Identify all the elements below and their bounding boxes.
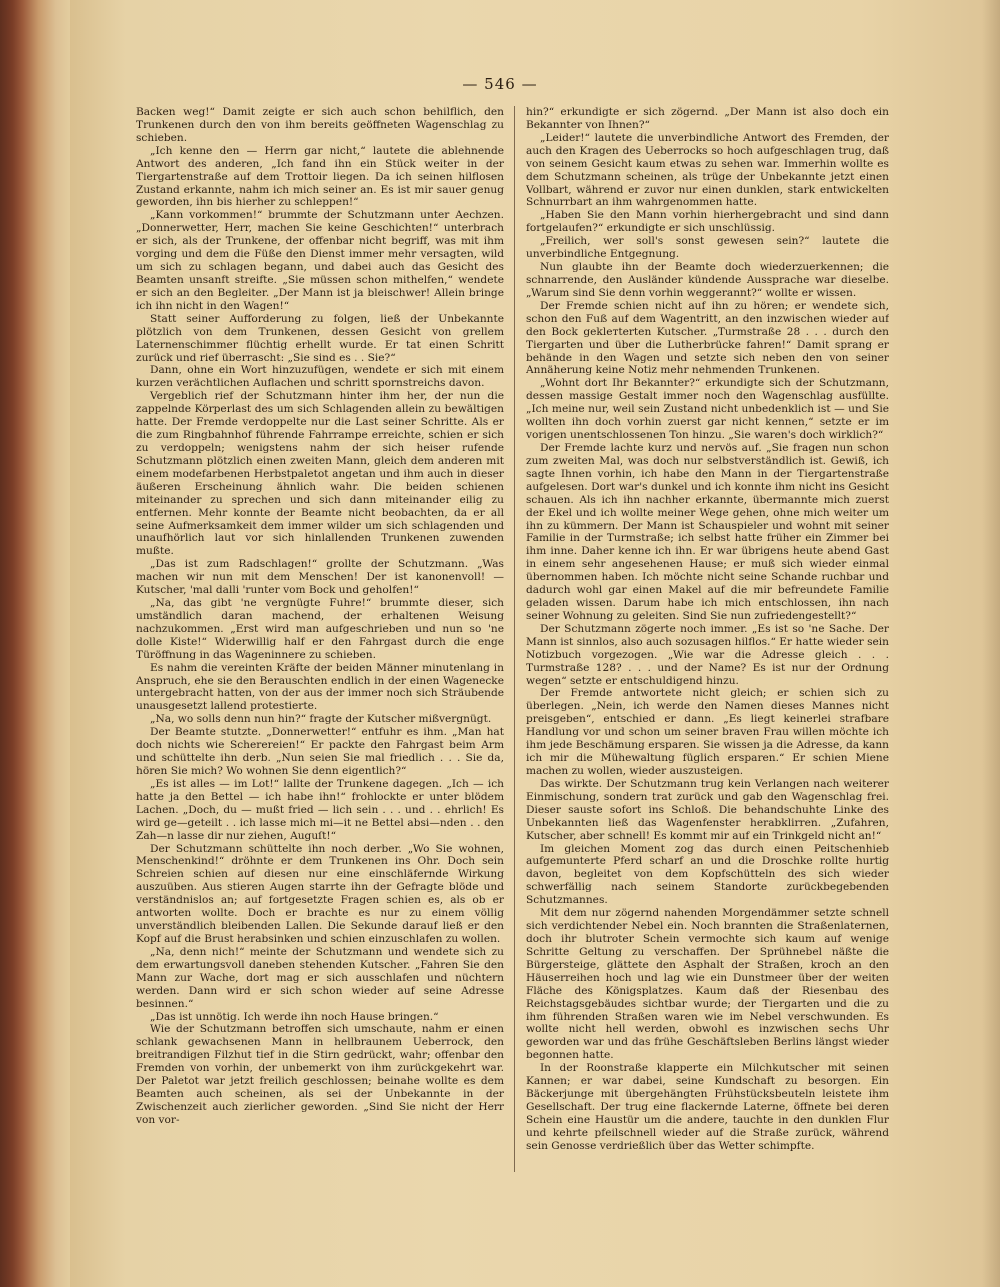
paragraph: Statt seiner Aufforderung zu folgen, ließ der Unbekannte plötzlich von dem Trunkenen, dessen Gesicht von grellem Laternenschimmer flüchtig erhellt wurde. Er tat einen Schritt zurück und rief überrascht: „Sie sind es . . Sie?“	[136, 312, 504, 364]
paragraph: „Das ist zum Radschlagen!“ grollte der Schutzmann. „Was machen wir nun mit dem Menschen! Der ist kanonenvoll! — Kutscher, 'mal dalli 'runter vom Bock und geholfen!“	[136, 558, 504, 597]
paragraph: hin?“ erkundigte er sich zögernd. „Der Mann ist also doch ein Bekannter von Ihnen?“	[526, 106, 889, 131]
paragraph: In der Roonstraße klapperte ein Milchkutscher mit seinen Kannen; er war dabei, seine Kundschaft zu besorgen. Ein Bäckerjunge mit übergehängten Frühstücksbeuteln leistete ihm Gesellschaft. Der trug eine flackernde Laterne, öffnete bei deren Schein eine Haustür um die andere, tauchte in den dunklen Flur und kehrte pfeilschnell wieder auf die Straße zurück, während sein Genosse verdrießlich über das Wetter schimpfte.	[526, 1062, 889, 1152]
paragraph: Der Fremde antwortete nicht gleich; er schien sich zu überlegen. „Nein, ich werde den Namen dieses Mannes nicht preisgeben“, entschied er dann. „Es liegt keinerlei strafbare Handlung vor und schon um seiner braven Frau willen möchte ich ihm jede Beschämung ersparen. Sie wissen ja die Adresse, da kann ich mir die Mühewaltung füglich ersparen.“ Er schien Miene machen zu wollen, wieder auszusteigen.	[526, 687, 889, 778]
paragraph: „Haben Sie den Mann vorhin hierhergebracht und sind dann fortgelaufen?“ erkundigte er sich unschlüssig.	[526, 209, 889, 235]
paragraph: Der Schutzmann zögerte noch immer. „Es ist so 'ne Sache. Der Mann ist sinnlos, also auch sozusagen hilflos.“ Er hatte wieder sein Notizbuch vorgezogen. „Wie war die Adresse gleich . . . Turmstraße 128? . . . und der Name? Es ist nur der Ordnung wegen“ setzte er entschuldigend hinzu.	[526, 622, 889, 687]
paragraph: „Na, denn nich!“ meinte der Schutzmann und wendete sich zu dem erwartungsvoll daneben stehenden Kutscher. „Fahren Sie den Mann zur Wache, dort mag er sich ausschlafen und nüchtern werden. Dann wird er sich schon wieder auf seine Adresse besinnen.“	[136, 945, 504, 1010]
paragraph: Der Beamte stutzte. „Donnerwetter!“ entfuhr es ihm. „Man hat doch nichts wie Scherereien!“ Er packte den Fahrgast beim Arm und schüttelte ihn derb. „Nun seien Sie mal friedlich . . . Sie da, hören Sie mich? Wo wohnen Sie denn eigentlich?“	[136, 726, 504, 778]
paragraph: Vergeblich rief der Schutzmann hinter ihm her, der nun die zappelnde Körperlast des um sich Schlagenden allein zu bewältigen hatte. Der Fremde verdoppelte nur die Last seiner Schritte. Als er die zum Ringbahnhof führende Fahrrampe erreichte, schien er sich zu verdoppeln; wenigstens nahm der sich heiser rufende Schutzmann plötzlich einen zweiten Mann, gleich dem anderen mit einem modefarbenen Herbstpaletot angetan und ihm auch in dieser äußeren Erscheinung ähnlich wahr. Die beiden schienen miteinander zu sprechen und sich dann miteinander eilig zu entfernen. Mehr konnte der Beamte nicht beobachten, da er all seine Aufmerksamkeit dem immer wilder um sich schlagenden und unaufhörlich laut vor sich hinlallenden Trunkenen zuwenden mußte.	[136, 390, 504, 558]
paragraph: Es nahm die vereinten Kräfte der beiden Männer minutenlang in Anspruch, ehe sie den Berauschten endlich in der einen Wagenecke untergebracht hatten, von der aus der immer noch sich Sträubende unausgesetzt lallend protestierte.	[136, 661, 504, 713]
paragraph: Backen weg!“ Damit zeigte er sich auch schon behilflich, den Trunkenen durch den von ihm bereits geöffneten Wagenschlag zu schieben.	[136, 106, 504, 144]
paragraph: Nun glaubte ihn der Beamte doch wiederzuerkennen; die schnarrende, den Ausländer kündende Aussprache war dieselbe. „Warum sind Sie denn vorhin weggerannt?“ wollte er wissen.	[526, 261, 889, 299]
paragraph: „Wohnt dort Ihr Bekannter?“ erkundigte sich der Schutzmann, dessen massige Gestalt immer noch den Wagenschlag ausfüllte. „Ich meine nur, weil sein Zustand nicht unbedenklich ist — und Sie wollten ihn doch vorhin zuerst gar nicht kennen,“ setzte er im vorigen unentschlossenen Ton hinzu. „Sie waren's doch wirklich?“	[526, 377, 889, 442]
book-spine	[0, 0, 70, 1287]
page-number: — 546 —	[462, 75, 538, 93]
paragraph: Der Schutzmann schüttelte ihn noch derber. „Wo Sie wohnen, Menschenkind!“ dröhnte er dem Trunkenen ins Ohr. Doch sein Schreien schien auf diesen nur eine einschläfernde Wirkung auszuüben. Aus stieren Augen starrte ihn der Gefragte blöde und verständnislos an; auf fortgesetzte Fragen schien es, als ob er antworten wollte. Doch er brachte es nur zu einem völlig unverständlich bleibenden Lallen. Die Sekunde darauf ließ er den Kopf auf die Brust herabsinken und schien einzuschlafen zu wollen.	[136, 842, 504, 945]
paragraph: „Es ist alles — im Lot!“ lallte der Trunkene dagegen. „Ich — ich hatte ja den Bettel — ich habe ihn!“ frohlockte er unter blödem Lachen. „Doch, du — mußt fried — lich sein . . . und . . ehrlich! Es wird ge—geteilt . . ich lasse mich mi—it ne Bettel absi—nden . . den Zah—n lasse dir nur ziehen, Auguſt!“	[136, 777, 504, 842]
paragraph: Im gleichen Moment zog das durch einen Peitschenhieb aufgemunterte Pferd scharf an und die Droschke rollte hurtig davon, begleitet von dem Kopfschütteln des sich wieder schwerfällig nach seinem Standorte zurückbegebenden Schutzmannes.	[526, 842, 889, 907]
paragraph: Wie der Schutzmann betroffen sich umschaute, nahm er einen schlank gewachsenen Mann in hellbraunem Ueberrock, den breitrandigen Filzhut tief in die Stirn gedrückt, wahr; offenbar den Fremden von vorhin, der unbemerkt von ihm zurückgekehrt war. Der Paletot war jetzt freilich geschlossen; beinahe wollte es dem Beamten auch scheinen, als sei der Unbekannte in der Zwischenzeit auch zierlicher geworden. „Sind Sie nicht der Herr von vor-	[136, 1023, 504, 1126]
paragraph: „Ich kenne den — Herrn gar nicht,“ lautete die ablehnende Antwort des anderen, „Ich fand ihn ein Stück weiter in der Tiergartenstraße auf dem Trottoir liegen. Da ich seinen hilflosen Zustand erkannte, nahm ich mich seiner an. Es ist mir sauer genug geworden, ihn bis hierher zu schleppen!“	[136, 144, 504, 209]
paragraph: Das wirkte. Der Schutzmann trug kein Verlangen nach weiterer Einmischung, sondern trat zurück und gab den Wagenschlag frei. Dieser sauste sofort ins Schloß. Die behandschuhte Linke des Unbekannten ließ das Wagenfenster herabklirren. „Zufahren, Kutscher, aber schnell! Es kommt mir auf ein Trinkgeld nicht an!“	[526, 777, 889, 842]
text-column-left	[136, 106, 504, 1174]
paragraph: „Kann vorkommen!“ brummte der Schutzmann unter Aechzen. „Donnerwetter, Herr, machen Sie keine Geschichten!“ unterbrach er sich, als der Trunkene, der offenbar nicht begriff, was mit ihm vorging und dem die Füße den Dienst immer mehr versagten, wild um sich zu schlagen begann, und dabei auch das Gesicht des Beamten unsanft streifte. „Sie müssen schon mithelfen,“ wendete er sich an den Begleiter. „Der Mann ist ja bleischwer! Allein bringe ich ihn nicht in den Wagen!“	[136, 209, 504, 312]
paragraph: „Freilich, wer soll's sonst gewesen sein?“ lautete die unverbindliche Entgegnung.	[526, 235, 889, 261]
paragraph: Mit dem nur zögernd nahenden Morgendämmer setzte schnell sich verdichtender Nebel ein. Noch brannten die Straßenlaternen, doch ihr blutroter Schein vermochte sich kaum auf wenige Schritte Geltung zu verschaffen. Der Sprühnebel näßte die Bürgersteige, glättete den Asphalt der Straßen, kroch an den Häuserreihen hoch und lag wie ein Dunstmeer über der weiten Fläche des Königsplatzes. Kaum daß der Riesenbau des Reichstagsgebäudes sichtbar wurde; der Tiergarten und die zu ihm führenden Straßen waren wie im Nebel verschwunden. Es wollte nicht hell werden, obwohl es inzwischen sechs Uhr geworden war und das frühe Geschäftsleben Berlins längst wieder begonnen hatte.	[526, 907, 889, 1062]
text-column-right	[526, 106, 889, 1174]
paragraph: Der Fremde lachte kurz und nervös auf. „Sie fragen nun schon zum zweiten Mal, was doch nur selbstverständlich ist. Gewiß, ich sagte Ihnen vorhin, ich habe den Mann in der Tiergartenstraße aufgelesen. Dort war's dunkel und ich konnte ihm nicht ins Gesicht schauen. Als ich ihn nachher erkannte, übermannte mich zuerst der Ekel und ich wollte meiner Wege gehen, ohne mich weiter um ihn zu kümmern. Der Mann ist Schauspieler und wohnt mit seiner Familie in der Turmstraße; ich selbst hatte früher ein Zimmer bei ihm inne. Daher kenne ich ihn. Er war übrigens heute abend Gast in einem sehr angesehenen Hause; er muß sich wieder einmal übernommen haben. Ich möchte nicht seine Schande ruchbar und dadurch wohl gar einen Makel auf die mir befreundete Familie geladen wissen. Darum habe ich mich entschlossen, ihn nach seiner Wohnung zu geleiten. Sind Sie nun zufriedengestellt?“	[526, 441, 889, 622]
paragraph: „Leider!“ lautete die unverbindliche Antwort des Fremden, der auch den Kragen des Ueberrocks so hoch aufgeschlagen trug, daß von seinem Gesicht kaum etwas zu sehen war. Immerhin wollte es dem Schutzmann scheinen, als trüge der Unbekannte jetzt einen Vollbart, während er zuvor nur einen dunklen, stark entwickelten Schnurrbart an ihm wahrgenommen hatte.	[526, 131, 889, 209]
paragraph: Der Fremde schien nicht auf ihn zu hören; er wendete sich, schon den Fuß auf dem Wagentritt, an den inzwischen wieder auf den Bock geklетterten Kutscher. „Turmstraße 28 . . . durch den Tiergarten und über die Lutherbrücke fahren!“ Damit sprang er behände in den Wagen und setzte sich neben den von seiner Annäherung keine Notiz mehr nehmenden Trunkenen.	[526, 299, 889, 377]
paragraph: Dann, ohne ein Wort hinzuzufügen, wendete er sich mit einem kurzen verächtlichen Auflachen und schritt spornstreichs davon.	[136, 364, 504, 390]
paragraph: „Na, wo solls denn nun hin?“ fragte der Kutscher mißvergnügt.	[150, 713, 492, 726]
paragraph: „Das ist unnötig. Ich werde ihn noch Hause bringen.“	[150, 1010, 439, 1023]
column-divider	[514, 106, 515, 1172]
page-edge-shadow	[982, 0, 1000, 1287]
paragraph: „Na, das gibt 'ne vergnügte Fuhre!“ brummte dieser, sich umständlich daran machend, der erhaltenen Weisung nachzukommen. „Erst wird man aufgeschrieben und nun so 'ne dolle Kiste!“ Widerwillig half er den Fahrgast durch die enge Türöffnung in das Wageninnere zu schieben.	[136, 597, 504, 661]
